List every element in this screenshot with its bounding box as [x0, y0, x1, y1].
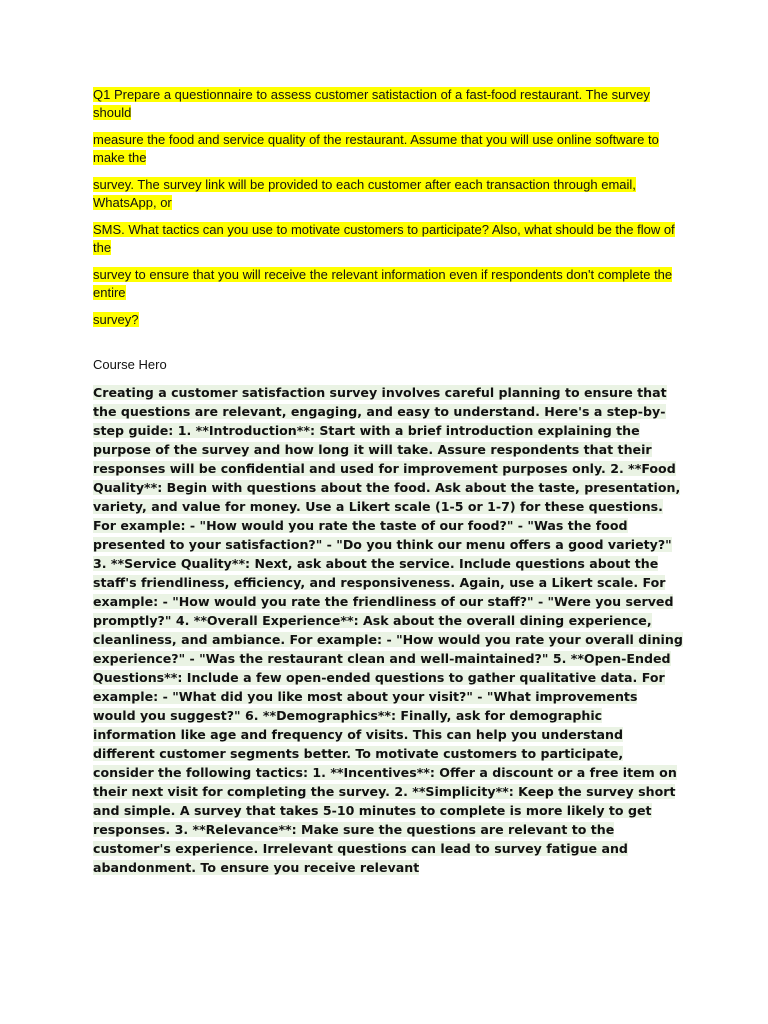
source-label: Course Hero [93, 357, 167, 372]
question-line-text: SMS. What tactics can you use to motivate customers to participate? Also, what should be the flow of the [93, 222, 675, 255]
question-line-text: Q1 Prepare a questionnaire to assess customer satistaction of a fast-food restaurant. The survey should [93, 87, 650, 120]
question-line-text: measure the food and service quality of the restaurant. Assume that you will use online software to make the [93, 132, 659, 165]
question-line-text: survey? [93, 312, 139, 327]
question-line [93, 176, 683, 212]
question-line [93, 221, 683, 257]
question-line-text: survey to ensure that you will receive the relevant information even if respondents don't complete the entire [93, 267, 673, 300]
question-line [93, 86, 683, 122]
answer-paragraph [93, 383, 683, 877]
question-line [93, 311, 683, 329]
answer-text: Creating a customer satisfaction survey involves careful planning to ensure that the questions are relevant, engaging, and easy to understand. Here's a step-by-step guide: 1. **Introduction**: Start with a brief introduction explaining the purpose of the survey and how long it will take. Assure respondents that their responses will be confidential and used for improvement purposes only. 2. **Food Quality**: Begin with questions about the food. Ask about the taste, presentation, variety, and value for money. Use a Likert scale (1-5 or 1-7) for these questions. For example: - "How would you rate the taste of our food?" - "Was the food presented to your satisfaction?" - "Do you think our menu offers a good variety?" 3. **Service Quality**: Next, ask about the service. Include questions about the staff's friendliness, efficiency, and responsiveness. Again, use a Likert scale. For example: - "How would you rate the friendliness of our staff?" - "Were you served promptly?" 4. **Overall Experience**: Ask about the overall dining experience, cleanliness, and ambiance. For example: - "How would you rate your overall dining experience?" - "Was the restaurant clean and well-maintained?" 5. **Open-Ended Questions**: Include a few open-ended questions to gather qualitative data. For example: - "What did you like most about your visit?" - "What improvements would you suggest?" 6. **Demographics**: Finally, ask for demographic information like age and frequency of visits. This can help you understand different customer segments better. To motivate customers to participate, consider the following tactics: 1. **Incentives**: Offer a discount or a free item on their next visit for completing the survey. 2. **Simplicity**: Keep the survey short and simple. A survey that takes 5-10 minutes to complete is more likely to get responses. 3. **Relevance**: Make sure the questions are relevant to the customer's experience. Irrelevant questions can lead to survey fatigue and abandonment. To ensure you receive relevant [93, 385, 683, 875]
question-block [93, 86, 683, 329]
document-page [93, 86, 683, 877]
question-line [93, 131, 683, 167]
question-line [93, 266, 683, 302]
question-line-text: survey. The survey link will be provided to each customer after each transaction through email, WhatsApp, or [93, 177, 636, 210]
